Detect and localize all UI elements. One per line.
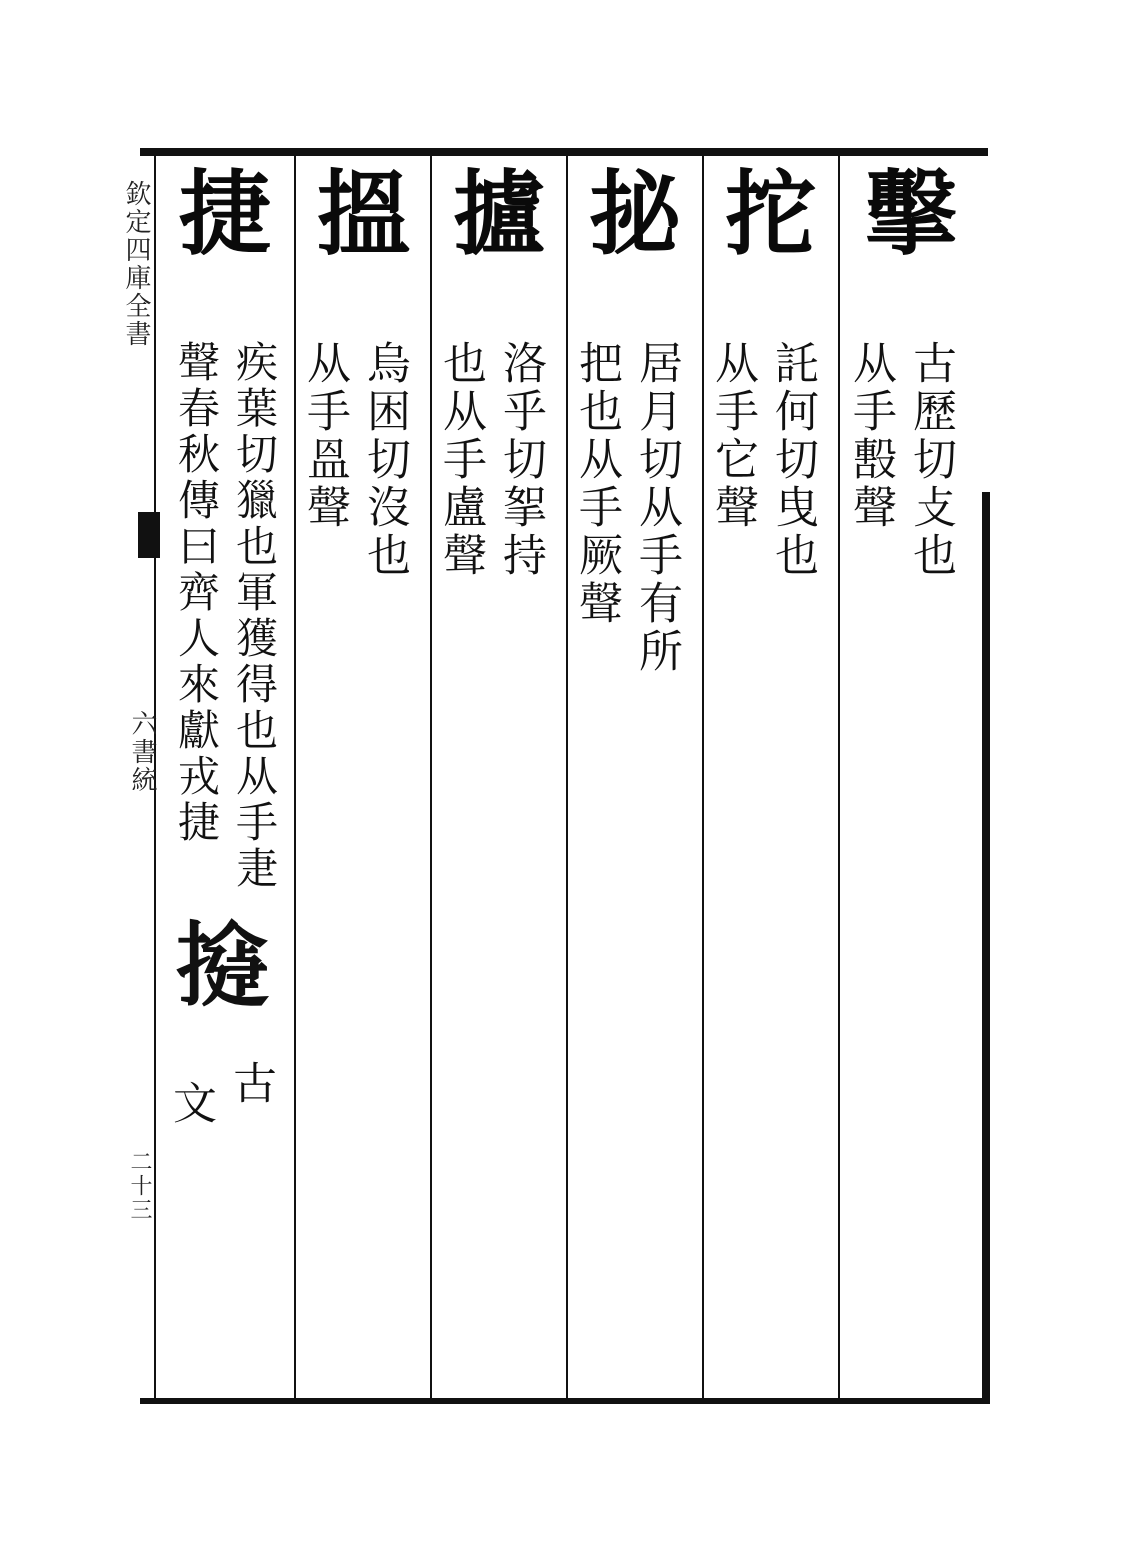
gloss-line: 洛乎切挐持 [495, 340, 546, 580]
gloss-line: 古歷切攴也 [905, 340, 956, 580]
dictionary-entry [840, 160, 982, 1400]
seal-character: 捷 [178, 160, 271, 268]
variant-seal-character: 𢵂 [176, 912, 269, 1020]
gloss-line: 烏困切沒也 [359, 340, 410, 580]
seal-character: 㧙 [588, 160, 681, 268]
gloss-line: 从手它聲 [707, 340, 758, 532]
dictionary-entry [568, 160, 702, 1400]
book-title: 欽定四庫全書 [121, 180, 151, 348]
seal-character: 拕 [724, 160, 817, 268]
folio-number: 二十三 [127, 1150, 152, 1222]
dictionary-entry [704, 160, 838, 1400]
gloss-line: 也从手盧聲 [435, 340, 486, 580]
section-title: 六書統 [127, 710, 157, 794]
gloss-line: 疾葉切獵也軍獲得也从手疌 [230, 340, 279, 892]
gloss-line: 託何切曳也 [767, 340, 818, 580]
dictionary-entry [432, 160, 566, 1400]
gloss-line: 居月切从手有所 [631, 340, 682, 676]
gloss-line: 从手𥁕聲 [299, 340, 350, 532]
seal-character: 擊 [864, 160, 957, 268]
seal-character: 攎 [452, 160, 545, 268]
top-border [140, 148, 988, 156]
dictionary-entry [156, 160, 294, 1400]
dictionary-entry [296, 160, 430, 1400]
right-border [982, 492, 990, 1404]
gloss-line: 从手毄聲 [845, 340, 896, 532]
variant-label: 古 [225, 1060, 276, 1104]
seal-character: 搵 [316, 160, 409, 268]
gloss-line: 聲春秋傳曰齊人來獻戎捷 [172, 340, 221, 846]
variant-label: 文 [165, 1080, 216, 1124]
gloss-line: 把也从手厥聲 [571, 340, 622, 628]
